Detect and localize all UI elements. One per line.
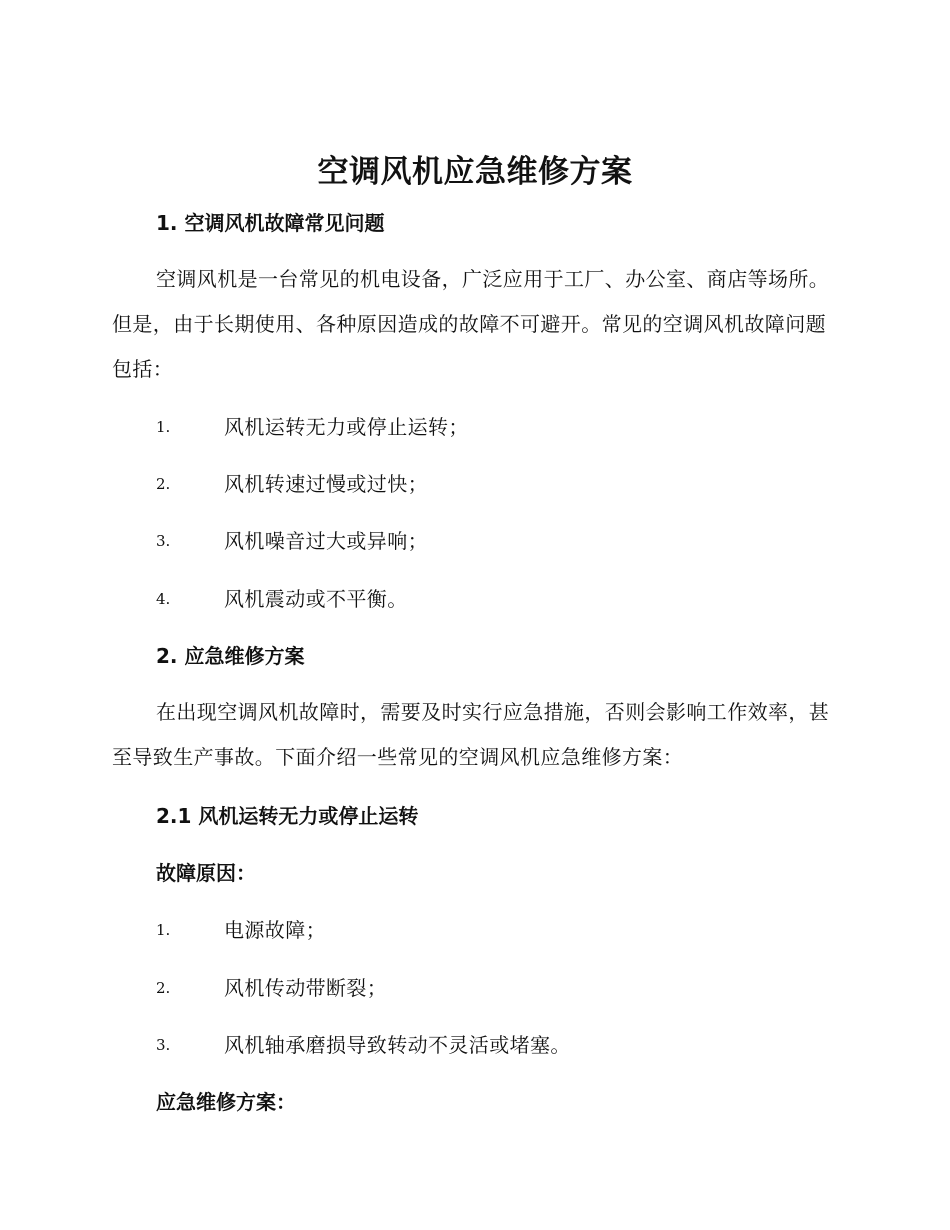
list-item — [156, 584, 836, 614]
list-item-text: 风机运转无力或停止运转； — [224, 415, 469, 439]
list-item-text: 风机传动带断裂； — [224, 976, 388, 1000]
list-item — [156, 973, 836, 1003]
list-item — [156, 412, 836, 442]
document-title: 空调风机应急维修方案 — [317, 154, 633, 190]
section-2-1-heading: 2.1 风机运转无力或停止运转 — [156, 804, 419, 828]
section-1-heading: 1. 空调风机故障常见问题 — [156, 211, 385, 235]
list-item-number: 1. — [156, 418, 171, 436]
list-item-text: 风机转速过慢或过快； — [224, 472, 428, 496]
list-item-text: 风机轴承磨损导致转动不灵活或堵塞。 — [224, 1033, 571, 1057]
list-item-number: 4. — [156, 590, 171, 608]
list-item — [156, 469, 836, 499]
list-item-number: 3. — [156, 532, 171, 550]
list-item-number: 1. — [156, 921, 171, 939]
list-item — [156, 1030, 836, 1060]
list-item — [156, 915, 836, 945]
cause-label: 故障原因： — [156, 861, 256, 885]
list-item-number: 3. — [156, 1036, 171, 1054]
list-item-text: 电源故障； — [224, 918, 326, 942]
list-item-text: 风机噪音过大或异响； — [224, 529, 428, 553]
list-item-number: 2. — [156, 979, 171, 997]
list-item — [156, 526, 836, 556]
section-1-paragraph: 空调风机是一台常见的机电设备，广泛应用于工厂、办公室、商店等场所。但是，由于长期使用、各种原因造成的故障不可避开。常见的空调风机故障问题包括： — [112, 267, 830, 381]
section-2-heading: 2. 应急维修方案 — [156, 644, 305, 668]
list-item-text: 风机震动或不平衡。 — [224, 587, 408, 611]
plan-label: 应急维修方案： — [156, 1090, 296, 1114]
section-2-paragraph: 在出现空调风机故障时，需要及时实行应急措施，否则会影响工作效率，甚至导致生产事故。下面介绍一些常见的空调风机应急维修方案： — [112, 700, 830, 769]
list-item-number: 2. — [156, 475, 171, 493]
